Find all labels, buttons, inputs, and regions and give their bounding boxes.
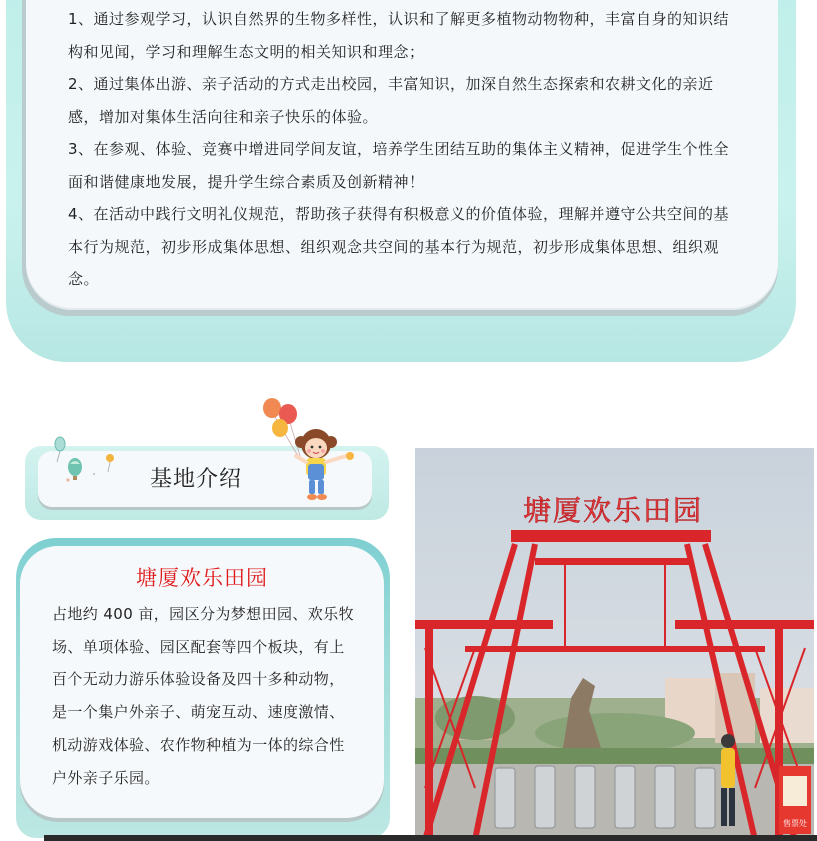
goals-list <box>68 3 736 296</box>
balloons-icon <box>48 434 118 486</box>
park-gate-illustration <box>415 448 814 840</box>
ticket-booth-text: 售票处 <box>783 819 807 828</box>
park-description: 占地约 400 亩，园区分为梦想田园、欢乐牧场、单项体验、园区配套等四个板块，有上百个无动力游乐体验设备及四十多种动物，是一个集户外亲子、萌宠互动、速度激情、机动游戏体验、农作物种植为一体的综合性户外亲子乐园。 <box>52 605 354 787</box>
section-title: 基地介绍 <box>150 467 243 492</box>
goal-item: 1、通过参观学习，认识自然界的生物多样性，认识和了解更多植物动物物种，丰富自身的知识结构和见闻，学习和理解生态文明的相关知识和理念； <box>68 10 730 61</box>
goal-item: 4、在活动中践行文明礼仪规范，帮助孩子获得有积极意义的价值体验，理解并遵守公共空间的基本行为规范，初步形成集体思想、组织观念共空间的基本行为规范，初步形成集体思想、组织观念。 <box>68 205 730 288</box>
bottom-divider <box>44 835 817 841</box>
goal-item: 3、在参观、体验、竞赛中增进同学间友谊，培养学生团结互助的集体主义精神，促进学生个性全面和谐健康地发展，提升学生综合素质及创新精神！ <box>68 140 730 191</box>
girl-with-balloons-icon <box>258 398 358 506</box>
goal-item: 2、通过集体出游、亲子活动的方式走出校园，丰富知识，加深自然生态探索和农耕文化的亲近感，增加对集体生活向往和亲子快乐的体验。 <box>68 75 714 126</box>
park-gate-photo <box>415 448 814 840</box>
park-name: 塘厦欢乐田园 <box>136 566 268 590</box>
gate-sign-text: 塘厦欢乐田园 <box>522 494 704 527</box>
